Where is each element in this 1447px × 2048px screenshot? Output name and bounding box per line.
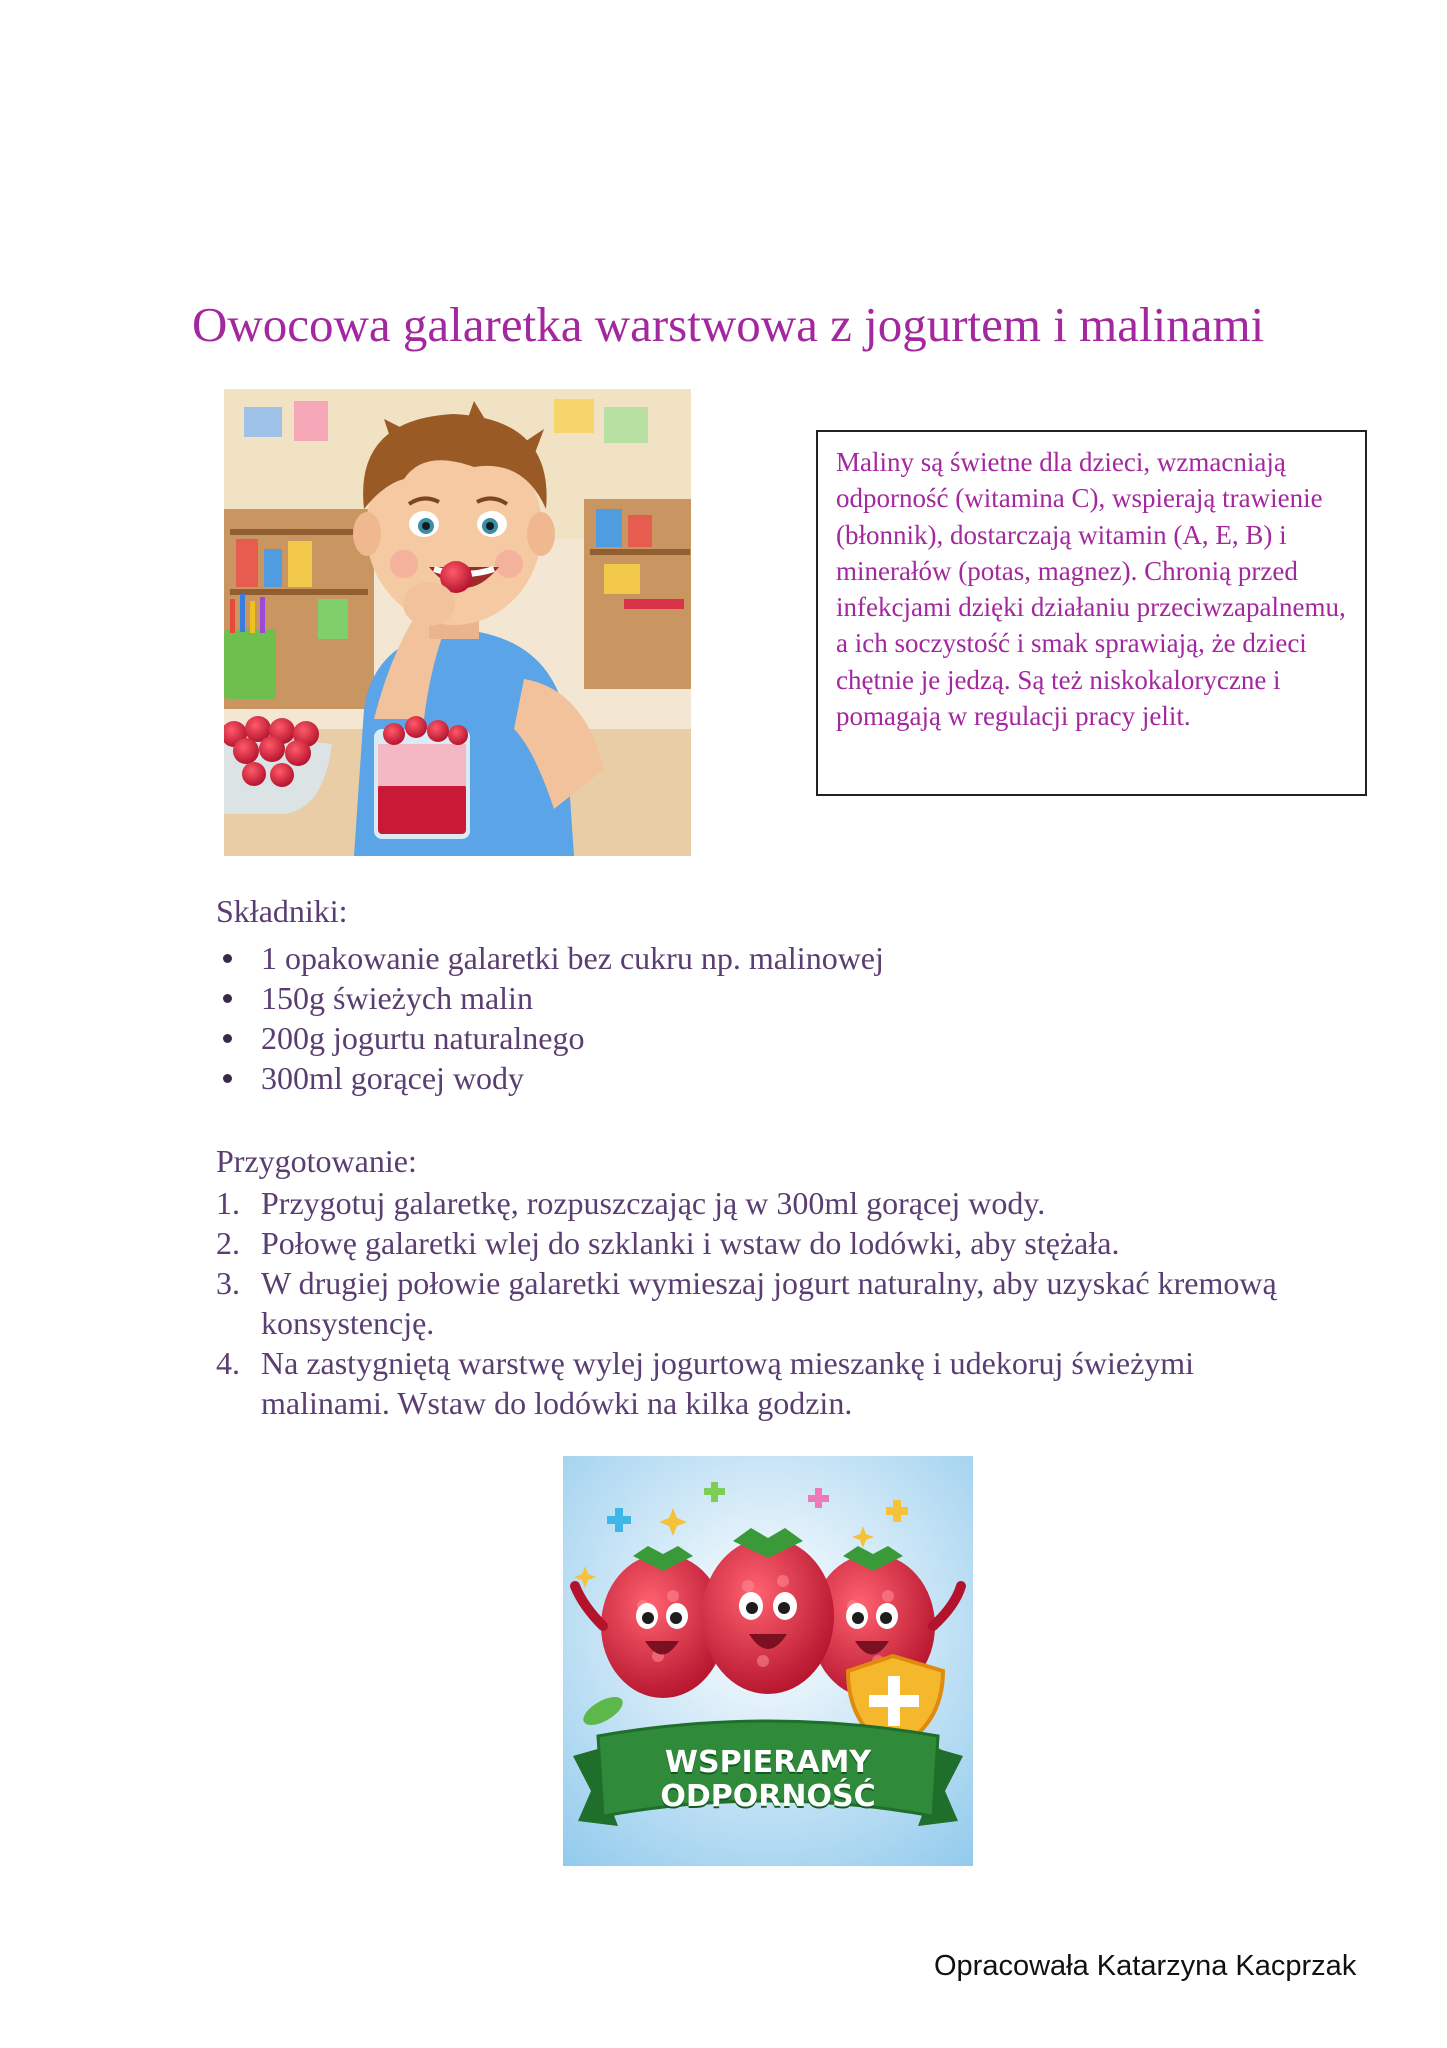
list-item: 150g świeżych malin xyxy=(216,978,1116,1018)
badge-line-2: ODPORNOŚĆ xyxy=(660,1779,876,1814)
page-title: Owocowa galaretka warstwowa z jogurtem i malinami xyxy=(192,297,1265,352)
step-number: 3. xyxy=(216,1265,240,1301)
list-item: 200g jogurtu naturalnego xyxy=(216,1018,1116,1058)
step-text: Na zastygniętą warstwę wylej jogurtową mieszankę i udekoruj świeżymi malinami. Wstaw do lodówki na kilka godzin. xyxy=(261,1345,1195,1421)
ingredients-heading: Składniki: xyxy=(216,893,348,929)
raspberry-characters-image xyxy=(563,1456,973,1866)
preparation-steps-list xyxy=(216,1183,1286,1423)
boy-eating-raspberries-image xyxy=(224,389,691,856)
list-item xyxy=(216,1263,1286,1343)
step-number: 4. xyxy=(216,1345,240,1381)
list-item xyxy=(216,1183,1286,1223)
step-text: Przygotuj galaretkę, rozpuszczając ją w 300ml gorącej wody. xyxy=(261,1185,1046,1221)
preparation-heading: Przygotowanie: xyxy=(216,1143,417,1179)
list-item: 300ml gorącej wody xyxy=(216,1058,1116,1098)
step-number: 1. xyxy=(216,1185,240,1221)
step-number: 2. xyxy=(216,1225,240,1261)
list-item: 1 opakowanie galaretki bez cukru np. malinowej xyxy=(216,938,1116,978)
list-item xyxy=(216,1343,1286,1423)
step-text: Połowę galaretki wlej do szklanki i wstaw do lodówki, aby stężała. xyxy=(261,1225,1120,1261)
list-item xyxy=(216,1223,1286,1263)
raspberry-benefits-box xyxy=(816,430,1367,796)
author-credit: Opracowała Katarzyna Kacprzak xyxy=(934,1950,1357,1982)
badge-line-1: WSPIERAMY xyxy=(664,1745,872,1780)
ingredients-list xyxy=(216,938,1116,1098)
badge-banner-text xyxy=(563,1746,973,1814)
raspberry-benefits-text: Maliny są świetne dla dzieci, wzmacniają odporność (witamina C), wspierają trawienie (błonnik), dostarczają witamin (A, E, B) i minerałów (potas, magnez). Chronią przed infekcjami dzięki działaniu przeciwzapalnemu, a ich soczystość i smak sprawiają, że dzieci chętnie je jedzą. Są też niskokaloryczne i pomagają w regulacji pracy jelit. xyxy=(836,447,1346,732)
step-text: W drugiej połowie galaretki wymieszaj jogurt naturalny, aby uzyskać kremową konsystencję. xyxy=(261,1265,1277,1341)
